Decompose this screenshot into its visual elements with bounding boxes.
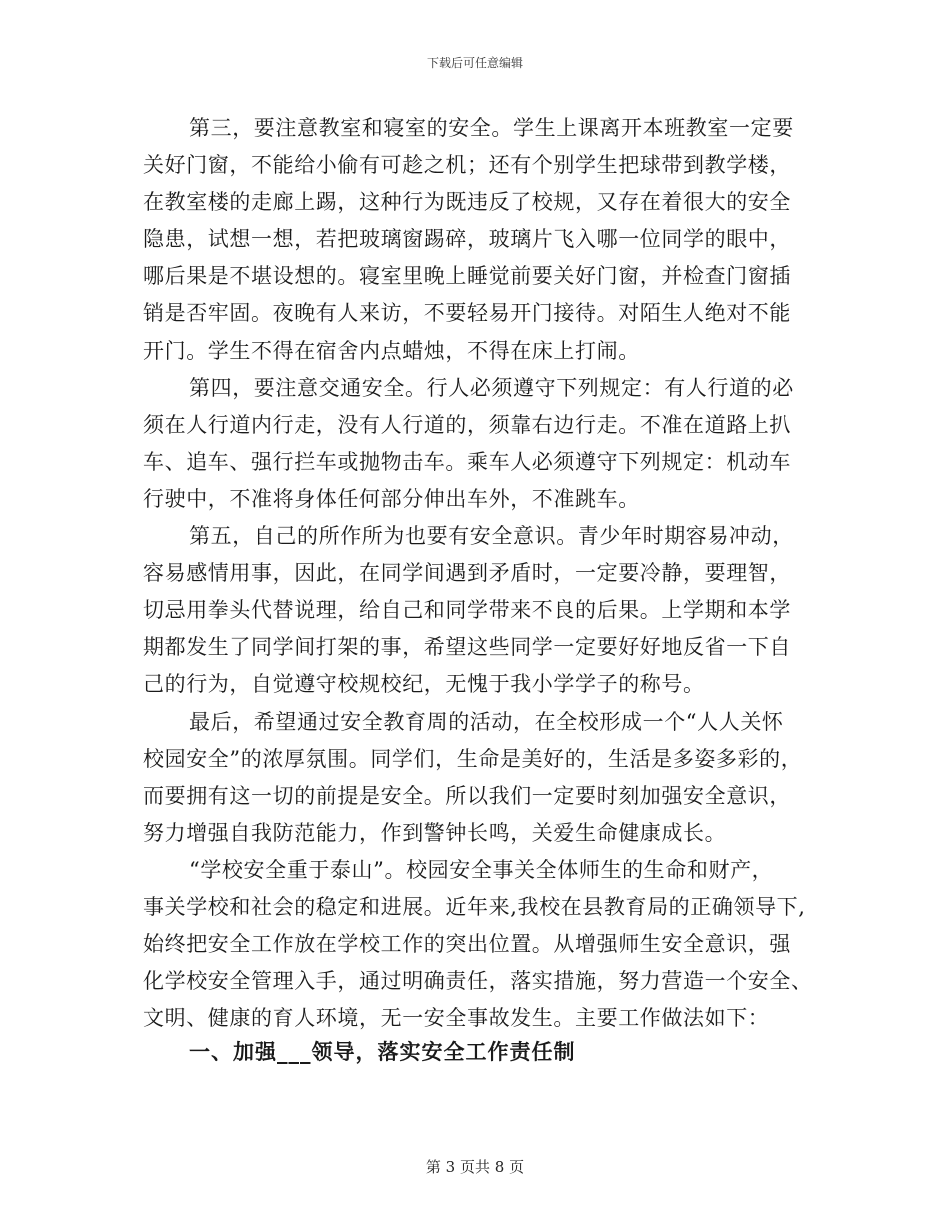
paragraph-line: 切忌用拳头代替说理，给自己和同学带来不良的后果。上学期和本学 [143,598,791,623]
paragraph-line: 第五，自己的所作所为也要有安全意识。青少年时期容易冲动， [189,524,794,549]
paragraph-line: 销是否牢固。夜晚有人来访，不要轻易开门接待。对陌生人绝对不能 [143,301,791,326]
paragraph-line: 努力增强自我防范能力，作到警钟长鸣，关爱生命健康成长。 [143,820,727,845]
paragraph [143,110,823,370]
paragraph-line: 须在人行道内行走，没有人行道的，须靠右边行走。不准在道路上扒 [143,412,791,437]
paragraph-line: 始终把安全工作放在学校工作的突出位置。从增强师生安全意识，强 [143,932,791,957]
paragraph-line: “学校安全重于泰山”。校园安全事关全体师生的生命和财产， [189,857,774,882]
paragraph-line: 在教室楼的走廊上踢，这种行为既违反了校规，又存在着很大的安全 [143,190,791,215]
paragraph [143,370,823,518]
paragraph [143,852,823,1037]
paragraph-line: 开门。学生不得在宿舍内点蜡烛，不得在床上打闹。 [143,338,640,363]
paragraph [143,704,823,852]
paragraph-line: 车、追车、强行拦车或抛物击车。乘车人必须遵守下列规定：机动车 [143,449,791,474]
paragraph-line: 校园安全”的浓厚氛围。同学们，生命是美好的，生活是多姿多彩的， [143,746,803,771]
paragraph-line: 隐患，试想一想，若把玻璃窗踢碎，玻璃片飞入哪一位同学的眼中， [143,227,791,252]
paragraph-line: 行驶中，不准将身体任何部分伸出车外，不准跳车。 [143,486,640,511]
paragraph-line: 容易感情用事，因此，在同学间遇到矛盾时，一定要冷静，要理智， [143,561,791,586]
paragraph-line: 关好门窗，不能给小偷有可趁之机；还有个别学生把球带到教学楼， [143,153,791,178]
section-heading: 一、加强___领导，落实安全工作责任制 [189,1040,576,1064]
paragraph-line: 第四，要注意交通安全。行人必须遵守下列规定：有人行道的必 [189,375,794,400]
document-body [143,110,823,1037]
page-header: 下载后可任意编辑 [426,56,523,70]
paragraph-line: 己的行为，自觉遵守校规校纪，无愧于我小学学子的称号。 [143,672,705,697]
paragraph-line: 事关学校和社会的稳定和进展。近年来,我校在县教育局的正确领导下, [143,894,806,919]
paragraph-line: 而要拥有这一切的前提是安全。所以我们一定要时刻加强安全意识， [143,783,791,808]
paragraph [143,518,823,703]
paragraph-line: 文明、健康的育人环境，无一安全事故发生。主要工作做法如下： [143,1006,770,1031]
paragraph-line: 化学校安全管理入手，通过明确责任，落实措施，努力营造一个安全、 [143,969,813,994]
paragraph-line: 最后，希望通过安全教育周的活动，在全校形成一个“人人关怀 [189,709,784,734]
page-footer: 第 3 页共 8 页 [425,1158,525,1176]
paragraph-line: 第三，要注意教室和寝室的安全。学生上课离开本班教室一定要 [189,116,794,140]
paragraph-line: 期都发生了同学间打架的事，希望这些同学一定要好好地反省一下自 [143,635,791,660]
paragraph-line: 哪后果是不堪设想的。寝室里晚上睡觉前要关好门窗，并检查门窗插 [143,264,791,289]
